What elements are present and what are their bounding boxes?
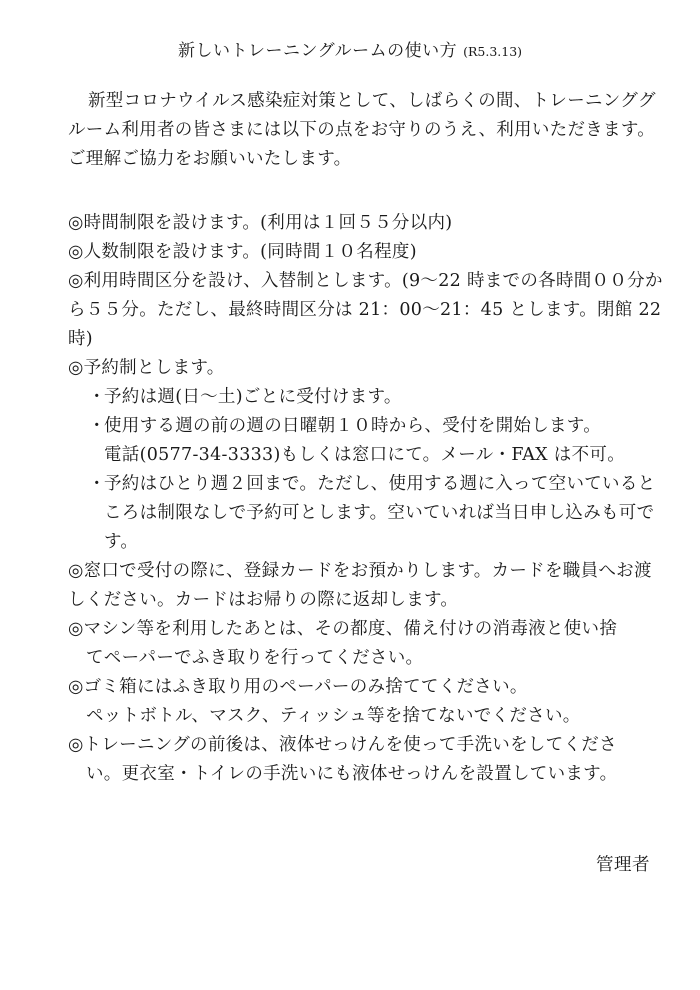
- reservation-contact: 電話(0577-34-3333)もしくは窓口にて。メール・FAX は不可。: [104, 445, 625, 465]
- list-item: [68, 383, 668, 412]
- rule-hand-line1: ◎トレーニングの前後は、液体せっけんを使って手洗いをしてくださ: [68, 735, 617, 755]
- intro-text: 新型コロナウイルス感染症対策として、しばらくの間、トレーニンググルーム利用者の皆さまには以下の点をお守りのうえ、利用いただきます。ご理解ご協力をお願いいたします。: [68, 91, 656, 169]
- title-date: (R5.3.13): [463, 44, 523, 59]
- rule-people-limit: ◎人数制限を設けます。(同時間１０名程度): [68, 242, 417, 262]
- list-item-text: 予約は週(日～土)ごとに受付けます。: [104, 387, 402, 407]
- rule-hand-line2: い。更衣室・トイレの手洗いにも液体せっけんを設置しています。: [86, 764, 618, 784]
- rule-reservation: ◎予約制とします。: [68, 358, 225, 378]
- rules-section: [68, 209, 668, 789]
- rule-time-slots: ◎利用時間区分を設け、入替制とします。(9～22 時までの各時間００分から５５分。ただし、最終時間区分は 21：00～21：45 とします。閉館 22 時): [68, 271, 663, 349]
- rule-trash-line1: ◎ゴミ箱にはふき取り用のペーパーのみ捨ててください。: [68, 677, 528, 697]
- rule-machine-line2: てペーパーでふき取りを行ってください。: [86, 648, 424, 668]
- bullet-mark: ・: [88, 387, 106, 407]
- list-item-text: 使用する週の前の週の日曜朝１０時から、受付を開始します。: [104, 416, 601, 436]
- bullet-mark: ・: [88, 416, 106, 436]
- rule-card: ◎窓口で受付の際に、登録カードをお預かりします。カードを職員へお渡しください。カードはお帰りの際に返却します。: [68, 561, 652, 610]
- intro-paragraph: [68, 87, 668, 174]
- page-title: [0, 36, 700, 61]
- list-item: [68, 412, 668, 441]
- bullet-mark: ・: [88, 474, 106, 494]
- title-text: 新しいトレーニングルームの使い方: [177, 41, 458, 61]
- list-item: [68, 470, 668, 557]
- rule-time-limit: ◎時間制限を設けます。(利用は１回５５分以内): [68, 213, 453, 233]
- signature: 管理者: [596, 855, 650, 875]
- rule-trash-line2: ペットボトル、マスク、ティッシュ等を捨てないでください。: [86, 706, 581, 726]
- list-item-text: 予約はひとり週２回まで。ただし、使用する週に入って空いているところは制限なしで予約可とします。空いていれば当日申し込みも可です。: [104, 474, 656, 552]
- reservation-list: [68, 383, 668, 557]
- rule-machine-line1: ◎マシン等を利用したあとは、その都度、備え付けの消毒液と使い捨: [68, 619, 618, 639]
